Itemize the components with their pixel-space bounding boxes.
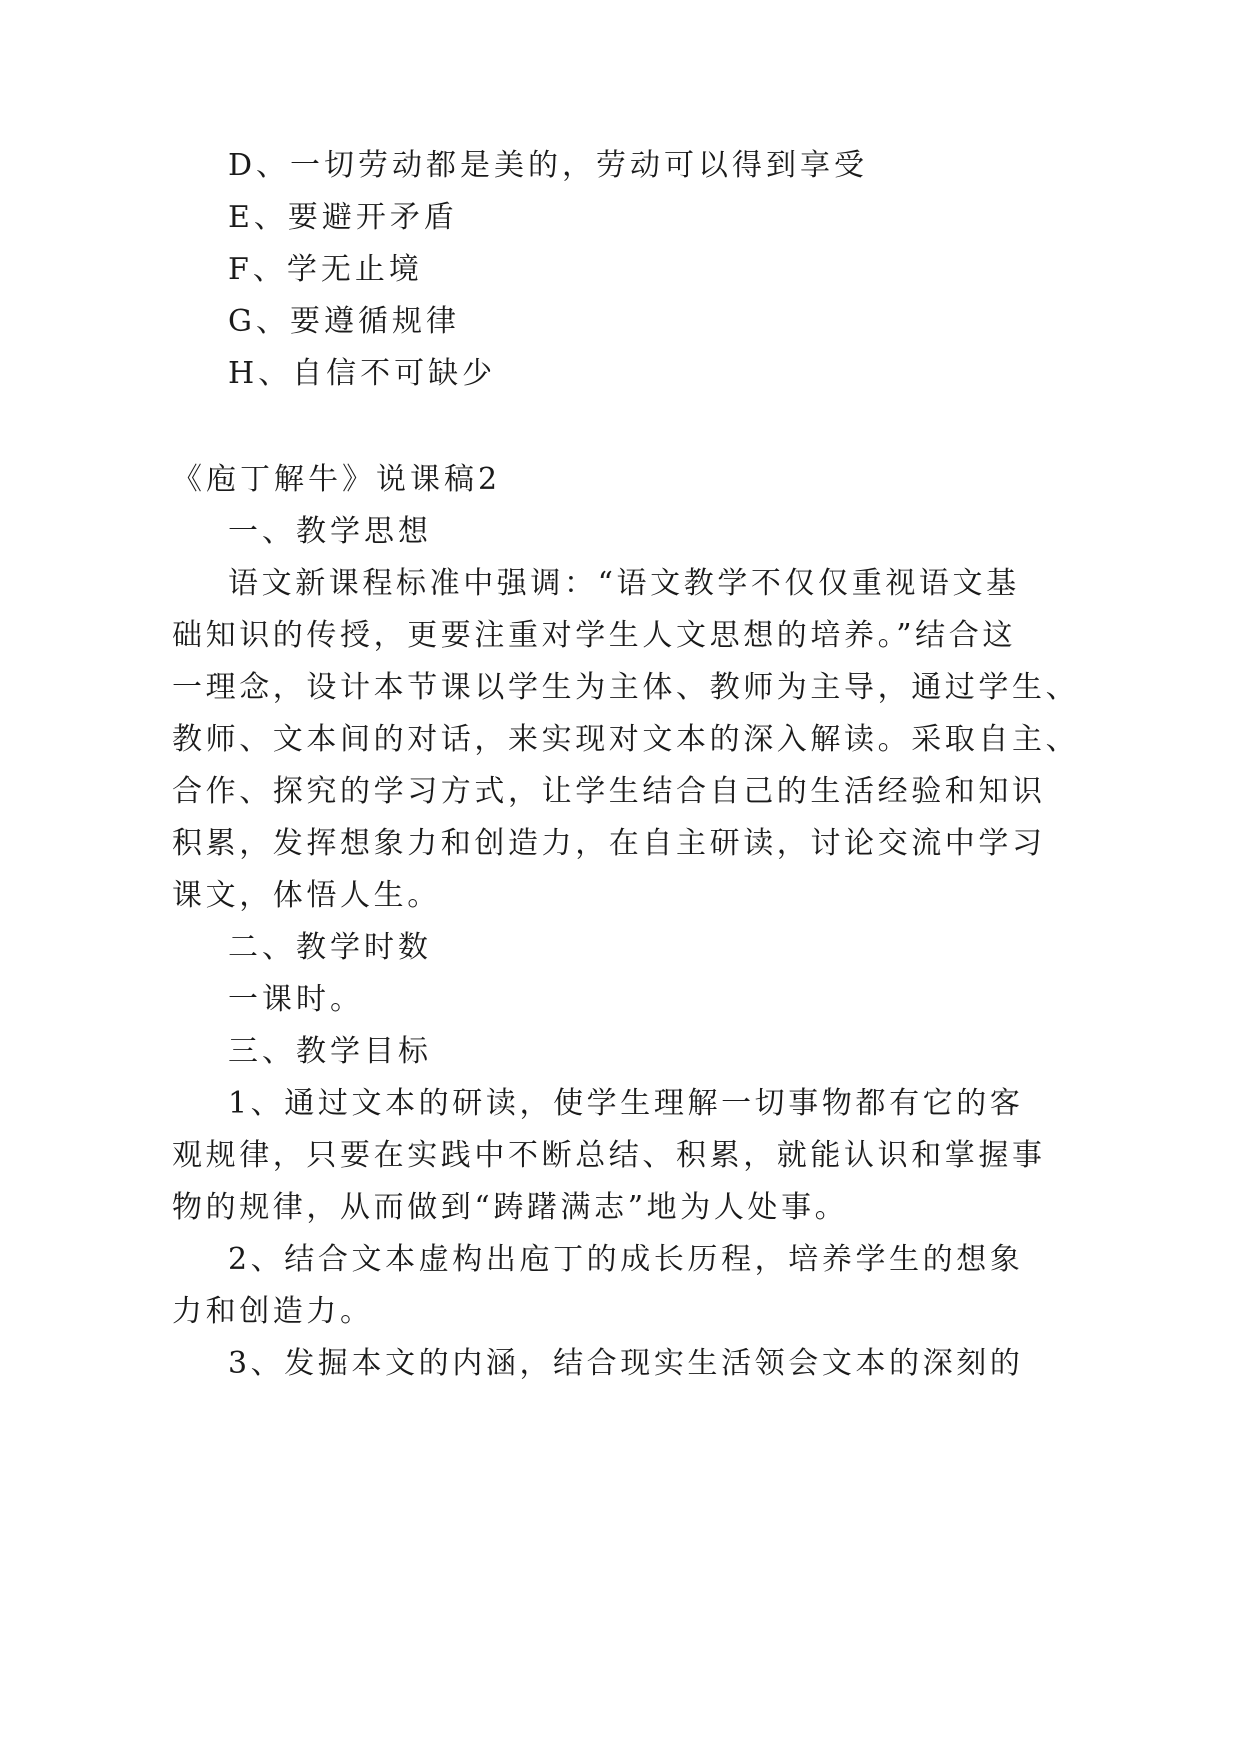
paragraph-line: 积累，发挥想象力和创造力，在自主研读，讨论交流中学习 [172,826,1046,861]
document-title: 《庖丁解牛》说课稿2 [172,462,502,497]
goal-2-line: 力和创造力。 [172,1294,374,1329]
paragraph-line: 一理念，设计本节课以学生为主体、教师为主导，通过学生、 [172,670,1080,705]
goal-1-line: 1、通过文本的研读，使学生理解一切事物都有它的客 [228,1086,1024,1121]
paragraph-line: 语文新课程标准中强调：“语文教学不仅仅重视语文基 [228,566,1020,601]
paragraph-line: 课文，体悟人生。 [172,878,441,913]
paragraph-line: 教师、文本间的对话，来实现对文本的深入解读。采取自主、 [172,722,1080,757]
goal-3-line: 3、发掘本文的内涵，结合现实生活领会文本的深刻的 [228,1346,1024,1381]
option-e: E、要避开矛盾 [228,200,458,235]
paragraph-line: 础知识的传授，更要注重对学生人文思想的培养。”结合这 [172,618,1016,653]
section-heading-teaching-philosophy: 一、教学思想 [228,514,432,549]
class-hours-text: 一课时。 [228,982,364,1017]
option-g: G、要遵循规律 [228,304,460,339]
option-f: F、学无止境 [228,252,423,287]
section-heading-class-hours: 二、教学时数 [228,930,432,965]
goal-2-line: 2、结合文本虚构出庖丁的成长历程，培养学生的想象 [228,1242,1024,1277]
option-d: D、一切劳动都是美的，劳动可以得到享受 [228,148,869,183]
goal-1-line: 观规律，只要在实践中不断总结、积累，就能认识和掌握事 [172,1138,1046,1173]
option-h: H、自信不可缺少 [228,356,497,391]
section-heading-teaching-goals: 三、教学目标 [228,1034,432,1069]
paragraph-line: 合作、探究的学习方式，让学生结合自己的生活经验和知识 [172,774,1046,809]
goal-1-line: 物的规律，从而做到“踌躇满志”地为人处事。 [172,1190,849,1225]
